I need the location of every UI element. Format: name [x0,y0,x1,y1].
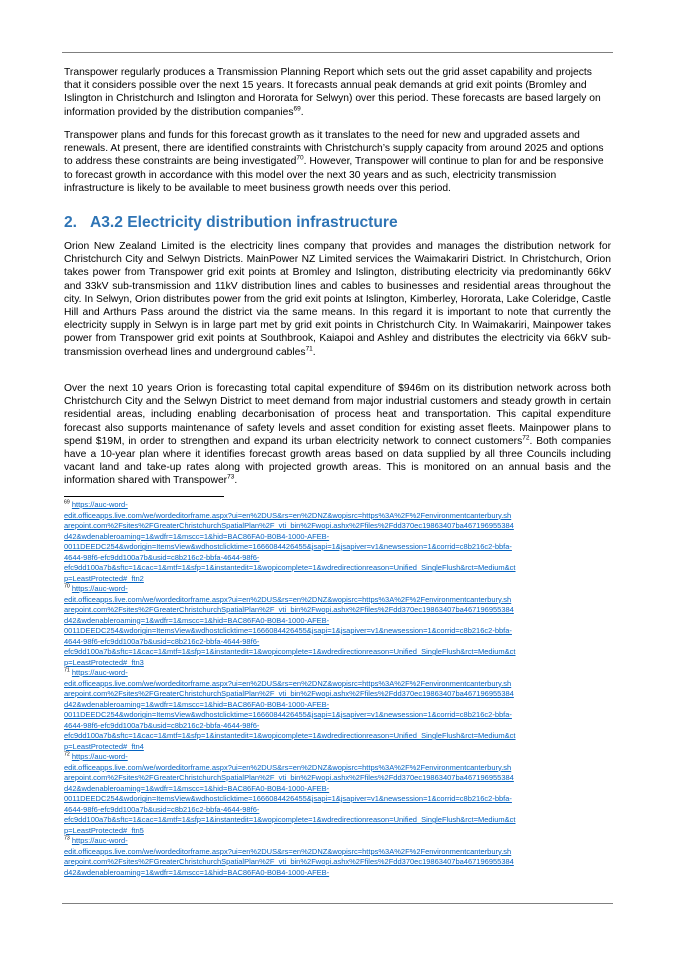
paragraph-end: . [312,346,316,358]
footnote-ref-70[interactable]: 70 [296,154,304,162]
footnote-link-line[interactable]: efc9dd100a7b&sftc=1&cac=1&mtf=1&sfp=1&instantedit=1&wopicomplete=1&wdredirectionreason=Unified_SingleFlush&rct=Medium&ct [64,731,516,740]
footnote-link-line[interactable]: 4644-98f6-efc9dd100a7b&usid=c8b216c2-bbfa-4644-98f6- [64,552,260,562]
footnote-ref-72[interactable]: 72 [522,434,530,442]
footnote-link-line[interactable]: d42&wdenableroaming=1&wdfr=1&mscc=1&hid=BAC86FA0-B0B4-1000-AFEB- [64,699,330,709]
paragraph-capital-expenditure [64,382,611,488]
footnote-link[interactable] [64,500,613,584]
footnote-link-line[interactable]: p=LeastProtected#_ftn4 [64,741,144,751]
paragraph-end: . [300,106,304,118]
footnote-link-line[interactable]: edit.officeapps.live.com/we/wordeditorframe.aspx?ui=en%2DUS&rs=en%2DNZ&wopisrc=https%3A%2F%2Fenvironmentcanterbury.sh [64,510,512,520]
footnote-mark: 71 [64,667,70,674]
footnote-mark: 70 [64,583,70,590]
footnote-link-line[interactable]: d42&wdenableroaming=1&wdfr=1&mscc=1&hid=BAC86FA0-B0B4-1000-AFEB- [64,867,330,877]
footnote-separator [64,496,224,497]
footnote-mark: 73 [64,835,70,842]
footnote-link-line[interactable]: arepoint.com%2Fsites%2FGreaterChristchurchSpatialPlan%2F_vti_bin%2Fwopi.ashx%2Ffiles%2Fdd370ec19863407ba467196955384 [64,773,514,782]
footnote-ref-71[interactable]: 71 [305,345,313,353]
footnote-73 [64,836,613,878]
footnote-link-line[interactable]: p=LeastProtected#_ftn2 [64,573,144,583]
footnote-link-line[interactable]: arepoint.com%2Fsites%2FGreaterChristchurchSpatialPlan%2F_vti_bin%2Fwopi.ashx%2Ffiles%2Fdd370ec19863407ba467196955384 [64,605,514,614]
footnote-link-line[interactable]: 0011DEEDC254&wdorigin=ItemsView&wdhostclicktime=1666084426455&jsapi=1&jsapiver=v1&newsession=1&corrid=c8b216c2-bbfa- [64,626,512,635]
footnote-link-line[interactable]: 0011DEEDC254&wdorigin=ItemsView&wdhostclicktime=1666084426455&jsapi=1&jsapiver=v1&newsession=1&corrid=c8b216c2-bbfa- [64,542,512,551]
footnote-link-line[interactable]: d42&wdenableroaming=1&wdfr=1&mscc=1&hid=BAC86FA0-B0B4-1000-AFEB- [64,615,330,625]
paragraph-text: Transpower plans and funds for this forecast growth as it translates to the need for new and upgraded assets and renewals. At present, there are identified constraints with Christchurch’s supply capacity from around 2025 and options to address these constraints are being investigated [64,130,604,168]
footnote-link-line[interactable]: arepoint.com%2Fsites%2FGreaterChristchurchSpatialPlan%2F_vti_bin%2Fwopi.ashx%2Ffiles%2Fdd370ec19863407ba467196955384 [64,857,514,866]
footnote-ref-73[interactable]: 73 [227,474,235,481]
footnotes [64,500,613,878]
footnote-link[interactable] [64,752,613,836]
paragraph-text: Orion New Zealand Limited is the electricity lines company that provides and manages the distribution network for Christchurch City and Selwyn Districts. MainPower NZ Limited services the Waimakariri District. In Christchurch, Orion takes power from Transpower grid exit points at Bromley and Islington, distributing electricity via predominantly 66kV and 33kV sub-transmission and 11kV distribution lines and cables to businesses and residential areas throughout the city. In Selwyn, Orion distributes power from the grid exit points at Islington, Kimberley, Hororata, Lake Coleridge, Castle Hill and Arthurs Pass around the district via the same means. In this regard it is important to note that currently the electricity supply in Selwyn is in large part met by grid exit points in Christchurch City. In Waimakariri, Mainpower takes power from Transpower grid exit points at Southbrook, Kaiapoi and Ashley and distributes the electricity via 66kV sub-transmission overhead lines and underground cables [64,241,611,358]
footnote-link-line[interactable]: https://auc-word- [71,584,128,593]
footnote-link-line[interactable]: edit.officeapps.live.com/we/wordeditorframe.aspx?ui=en%2DUS&rs=en%2DNZ&wopisrc=https%3A%2F%2Fenvironmentcanterbury.sh [64,594,512,604]
footnote-link-line[interactable]: 0011DEEDC254&wdorigin=ItemsView&wdhostclicktime=1666084426455&jsapi=1&jsapiver=v1&newsession=1&corrid=c8b216c2-bbfa- [64,794,512,803]
footnote-link-line[interactable]: efc9dd100a7b&sftc=1&cac=1&mtf=1&sfp=1&instantedit=1&wopicomplete=1&wdredirectionreason=Unified_SingleFlush&rct=Medium&ct [64,647,516,656]
footnote-link-line[interactable]: 4644-98f6-efc9dd100a7b&usid=c8b216c2-bbfa-4644-98f6- [64,636,260,646]
paragraph-end: . [234,475,238,487]
footnote-link-line[interactable]: arepoint.com%2Fsites%2FGreaterChristchurchSpatialPlan%2F_vti_bin%2Fwopi.ashx%2Ffiles%2Fdd370ec19863407ba467196955384 [64,689,514,698]
footnote-link-line[interactable]: p=LeastProtected#_ftn5 [64,825,144,835]
paragraph-text: Transpower regularly produces a Transmission Planning Report which sets out the grid asset capability and projects that it considers possible over the next 15 years. It forecasts annual peak demands at grid exit points (Bromley and Islington in Christchurch and Islington and Hororata for Selwyn) over this period. These forecasts are based largely on information provided by the distribution companies [64,67,601,118]
footnote-ref-69[interactable]: 69 [293,105,301,113]
footer-rule [62,903,613,904]
section-title: A3.2 Electricity distribution infrastructure [90,214,398,231]
footnote-link-line[interactable]: https://auc-word- [71,668,128,677]
footnote-69 [64,500,613,584]
footnote-link-line[interactable]: 4644-98f6-efc9dd100a7b&usid=c8b216c2-bbfa-4644-98f6- [64,804,260,814]
paragraph-text-continued: . Both companies have a 10-year plan where it identifies forecast growth areas based on data supplied by all three Councils including vacant land and take-up rates along with projected growth areas. This is monitored on an annual basis and the information shared with Transpower [64,435,611,487]
footnote-link[interactable] [64,584,613,668]
footnote-link[interactable] [64,836,613,878]
footnote-72 [64,752,613,836]
footnote-mark: 72 [64,751,70,758]
footnote-link-line[interactable]: edit.officeapps.live.com/we/wordeditorframe.aspx?ui=en%2DUS&rs=en%2DNZ&wopisrc=https%3A%2F%2Fenvironmentcanterbury.sh [64,846,512,856]
footnote-link-line[interactable]: edit.officeapps.live.com/we/wordeditorframe.aspx?ui=en%2DUS&rs=en%2DNZ&wopisrc=https%3A%2F%2Fenvironmentcanterbury.sh [64,762,512,772]
paragraph-orion-mainpower [64,240,611,359]
footnote-link-line[interactable]: efc9dd100a7b&sftc=1&cac=1&mtf=1&sfp=1&instantedit=1&wopicomplete=1&wdredirectionreason=Unified_SingleFlush&rct=Medium&ct [64,563,516,572]
footnote-link-line[interactable]: https://auc-word- [71,836,128,845]
footnote-link-line[interactable]: efc9dd100a7b&sftc=1&cac=1&mtf=1&sfp=1&instantedit=1&wopicomplete=1&wdredirectionreason=Unified_SingleFlush&rct=Medium&ct [64,815,516,824]
paragraph-transpower-funding [64,129,611,195]
paragraph-transmission-planning [64,66,611,119]
footnote-link-line[interactable]: d42&wdenableroaming=1&wdfr=1&mscc=1&hid=BAC86FA0-B0B4-1000-AFEB- [64,783,330,793]
paragraph-text: Over the next 10 years Orion is forecasting total capital expenditure of $946m on its distribution network across both Christchurch City and the Selwyn District to meet demand from major industrial customers and steady growth in certain residential areas, including enabling decarbonisation of process heat and transportation. This capital expenditure forecast also supports maintenance of safety levels and asset condition for existing asset fleets. Mainpower plans to spend $19M, in order to strengthen and expand its urban electricity network to connect customers [64,383,611,447]
footnote-link-line[interactable]: https://auc-word- [71,500,128,509]
footnote-link-line[interactable]: 4644-98f6-efc9dd100a7b&usid=c8b216c2-bbfa-4644-98f6- [64,720,260,730]
footnote-link-line[interactable]: https://auc-word- [71,752,128,761]
header-rule [62,52,613,53]
section-heading [64,214,611,232]
footnote-71 [64,668,613,752]
footnote-link-line[interactable]: edit.officeapps.live.com/we/wordeditorframe.aspx?ui=en%2DUS&rs=en%2DNZ&wopisrc=https%3A%2F%2Fenvironmentcanterbury.sh [64,678,512,688]
section-number: 2. [64,214,78,231]
paragraph-text-continued: . However, Transpower will continue to plan for and be responsive to forecast growth in accordance with this model over the next 30 years and as such, electricity transmission infrastructure is likely to be available to meet business growth needs over this period. [64,156,604,194]
footnote-link-line[interactable]: 0011DEEDC254&wdorigin=ItemsView&wdhostclicktime=1666084426455&jsapi=1&jsapiver=v1&newsession=1&corrid=c8b216c2-bbfa- [64,710,512,719]
footnote-link[interactable] [64,668,613,752]
footnote-link-line[interactable]: p=LeastProtected#_ftn3 [64,657,144,667]
footnote-link-line[interactable]: d42&wdenableroaming=1&wdfr=1&mscc=1&hid=BAC86FA0-B0B4-1000-AFEB- [64,531,330,541]
footnote-mark: 69 [64,499,70,506]
footnote-70 [64,584,613,668]
footnote-link-line[interactable]: arepoint.com%2Fsites%2FGreaterChristchurchSpatialPlan%2F_vti_bin%2Fwopi.ashx%2Ffiles%2Fdd370ec19863407ba467196955384 [64,521,514,530]
